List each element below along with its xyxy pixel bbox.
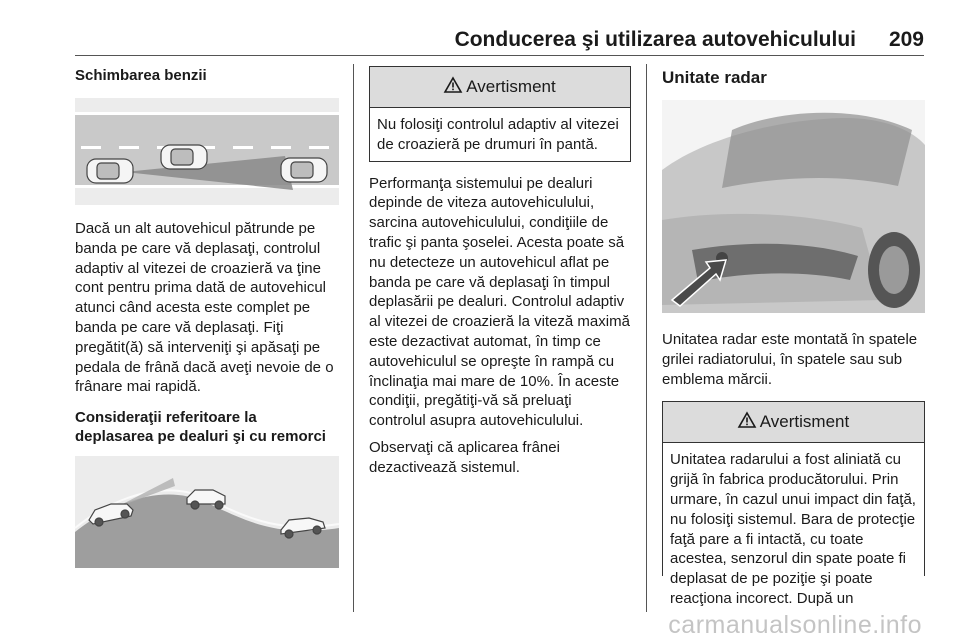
hill-performance-paragraph: Performanţa sistemului pe dealuri depinde de viteza autovehiculului, sarcina autovehiculului, condiţiile de trafic şi panta şoselei. Acesta poate să nu detecteze un autovehicul aflat pe banda pe care vă deplasaţi în timpul deplasării pe dealuri. Controlul adaptiv al vitezei de croazieră la viteză maximă este dezactivat automat, în timp ce autovehiculul se opreşte în rampă cu înclinaţia mai mare de 10%. În aceste condiţii, pregătiţi-vă să preluaţi controlul asupra autovehiculului. — [369, 174, 630, 430]
page-header-title: Conducerea şi utilizarea autovehiculului — [454, 28, 856, 51]
brake-note-paragraph: Observaţi că aplicarea frânei dezactivează sistemul. — [369, 438, 560, 476]
lead-car-icon — [281, 158, 327, 182]
column-divider-2 — [646, 64, 647, 612]
hills-diagram — [75, 456, 339, 568]
hills-illustration — [75, 456, 339, 568]
warning-triangle-icon — [738, 412, 756, 433]
warning-header — [663, 402, 924, 443]
column-1 — [75, 66, 339, 568]
watermark: carmanualsonline.info — [668, 611, 922, 639]
header-rule — [75, 55, 924, 56]
warning-text: Nu folosiţi controlul adaptiv al vitezei de croazieră pe drumuri în pantă. — [377, 116, 619, 153]
own-car-icon — [87, 159, 133, 183]
warning-text: Unitatea radarului a fost aliniată cu grijă în fabrica producătorului. Prin urmare, în cazul unui impact din faţă, nu folosiţi sistemul. Bara de protecţie faţă pare a fi intactă, cu toate acestea, senzorul din spate poate fi deplasat de pe poziţie şi poate reacţiona incorect. După un — [670, 451, 916, 607]
warning-title: Avertisment — [759, 412, 850, 432]
lane-change-heading: Schimbarea benzii — [75, 67, 207, 84]
radar-location-paragraph: Unitatea radar este montată în spatele grilei radiatorului, în spatele sau sub emblema mărcii. — [662, 331, 918, 388]
radar-unit-heading: Unitate radar — [662, 68, 767, 87]
merging-car-icon — [161, 145, 207, 169]
radar-car-photo — [662, 100, 925, 313]
lane-change-illustration — [75, 98, 339, 205]
car-front-illustration — [662, 100, 925, 313]
page-number: 209 — [888, 28, 924, 51]
warning-title: Avertisment — [466, 77, 556, 96]
slope-warning-box — [369, 66, 631, 162]
warning-triangle-icon — [444, 77, 462, 98]
warning-header — [370, 67, 630, 108]
column-divider-1 — [353, 64, 354, 612]
lane-change-diagram — [75, 98, 339, 205]
column-2 — [369, 66, 631, 478]
lane-change-paragraph: Dacă un alt autovehicul pătrunde pe banda pe care vă deplasaţi, controlul adaptiv al vitezei de croazieră va ţine cont pentru prima dată de autovehicul atunci când acesta este complet pe banda pe care vă deplasaţi. Fiţi pregătit(ă) să interveniţi şi apăsaţi pe pedala de frână dacă aveţi nevoie de o frânare mai rapidă. — [75, 220, 334, 396]
column-3 — [662, 66, 925, 607]
radar-warning-box — [662, 401, 925, 607]
hills-trailers-subheading: Consideraţii referitoare la deplasarea pe dealuri şi cu remorci — [75, 409, 326, 446]
